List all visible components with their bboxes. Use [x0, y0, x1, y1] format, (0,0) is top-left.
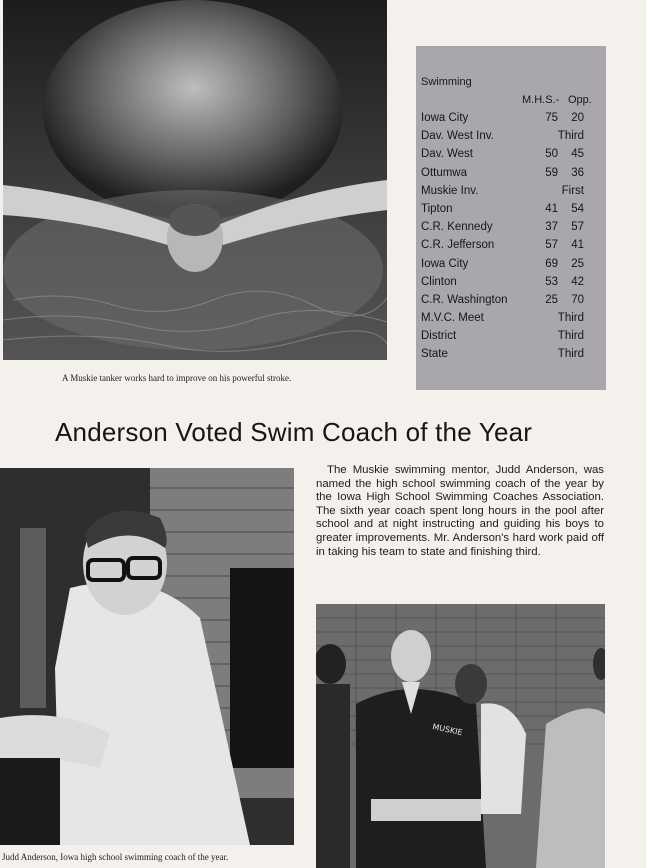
coach-photo-caption: Judd Anderson, Iowa high school swimming coach of the year. [2, 852, 229, 862]
mhs-score: 69 [545, 257, 558, 270]
coach-photo [0, 468, 294, 845]
opponent-name: Tipton [421, 202, 453, 215]
opponent-name: C.R. Washington [421, 293, 508, 306]
mhs-score: 75 [545, 112, 558, 124]
opponent-name: Ottumwa [421, 166, 468, 179]
mhs-score: 59 [545, 166, 558, 179]
column-mhs: M.H.S.- [522, 94, 560, 106]
scoreboard-rows [416, 109, 606, 364]
swimming-scoreboard [416, 46, 606, 390]
mhs-score: 41 [545, 202, 558, 215]
opponent-name: Clinton [421, 275, 457, 288]
opponent-name: Muskie Inv. [421, 184, 479, 197]
scoreboard-row [416, 127, 606, 145]
scoreboard-row [416, 255, 606, 273]
scoreboard-row [416, 309, 606, 327]
mhs-score: 53 [545, 275, 558, 288]
opp-score: 25 [571, 257, 584, 270]
opponent-name: Dav. West [421, 148, 473, 161]
opponent-name: Dav. West Inv. [421, 130, 494, 143]
svg-text:MUSKIE: MUSKIE [431, 722, 464, 738]
scoreboard-row [416, 291, 606, 309]
scoreboard-row [416, 109, 606, 127]
article-body: The Muskie swimming mentor, Judd Anderson, was named the high school swimming coach of the year by the Iowa High School Swimming Coaches Association. The sixth year coach spent long hours in the pool after school and at night instructing and guiding his boys to greater improvements. Mr. Anderson's hard work paid off in taking his team to state and finishing third. [316, 464, 604, 558]
column-opp: Opp. [568, 94, 592, 106]
scoreboard-row [416, 182, 606, 200]
page-headline: Anderson Voted Swim Coach of the Year [55, 417, 533, 447]
scoreboard-row [416, 218, 606, 236]
opponent-name: C.R. Jefferson [421, 239, 495, 252]
meet-result: First [561, 184, 584, 197]
scoreboard-title: Swimming [421, 76, 472, 88]
opponent-name: District [421, 330, 457, 343]
scoreboard-row [416, 236, 606, 254]
opponent-name: Iowa City [421, 257, 469, 270]
opp-score: 41 [571, 239, 584, 252]
mhs-score: 25 [545, 293, 558, 306]
opp-score: 36 [571, 166, 584, 179]
opponent-name: Iowa City [421, 112, 469, 124]
meet-result: Third [557, 330, 584, 343]
opp-score: 54 [571, 202, 584, 215]
mhs-score: 37 [545, 221, 558, 234]
swimmer-photo [3, 0, 387, 360]
scoreboard-row [416, 273, 606, 291]
swimmer-photo-caption: A Muskie tanker works hard to improve on his powerful stroke. [62, 373, 292, 383]
scoreboard-row [416, 164, 606, 182]
opp-score: 20 [571, 112, 584, 124]
scoreboard-row [416, 145, 606, 163]
scoreboard-row [416, 327, 606, 345]
mhs-score: 50 [545, 148, 558, 161]
scoreboard-row [416, 200, 606, 218]
scoreboard-row [416, 345, 606, 363]
team-photo [316, 604, 605, 868]
opponent-name: M.V.C. Meet [421, 312, 484, 325]
mhs-score: 57 [545, 239, 558, 252]
opp-score: 42 [571, 275, 584, 288]
opp-score: 57 [571, 221, 584, 234]
scoreboard-header [416, 94, 606, 108]
opponent-name: C.R. Kennedy [421, 221, 493, 234]
opp-score: 70 [571, 293, 584, 306]
meet-result: Third [557, 130, 584, 143]
opp-score: 45 [571, 148, 584, 161]
meet-result: Third [557, 348, 584, 361]
opponent-name: State [421, 348, 448, 361]
meet-result: Third [557, 312, 584, 325]
